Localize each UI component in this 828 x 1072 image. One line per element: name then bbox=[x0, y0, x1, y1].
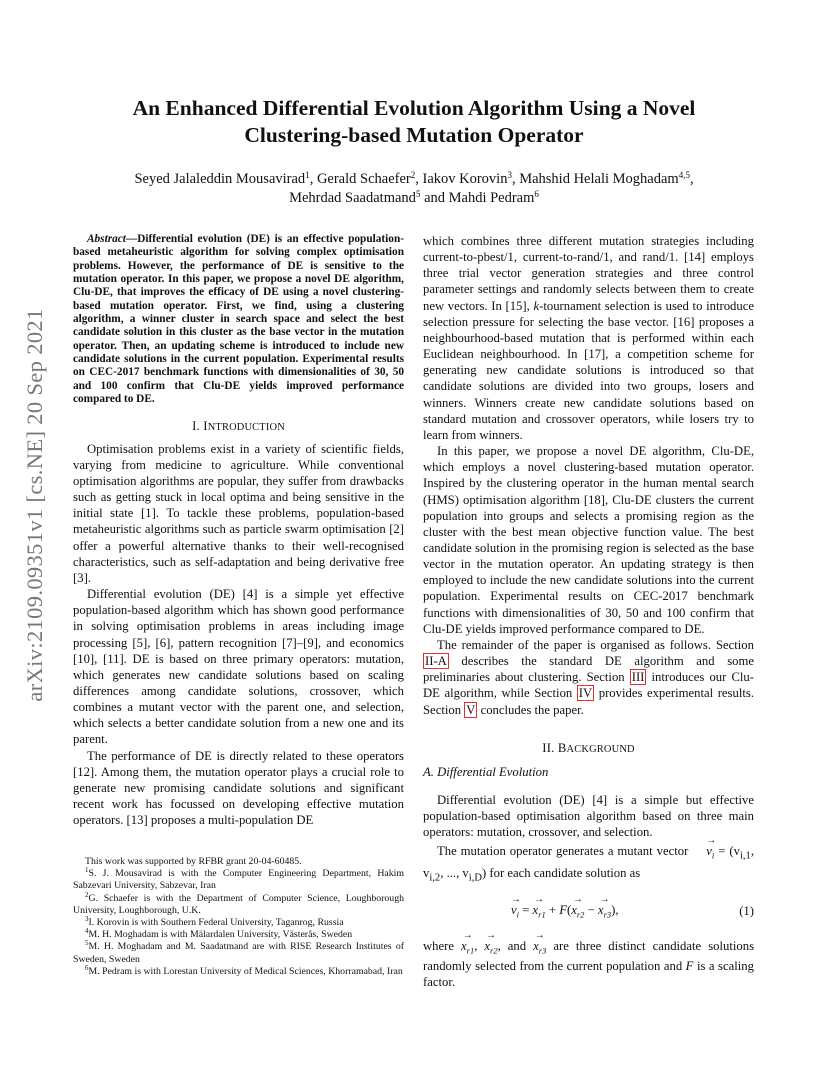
math-operator: , bbox=[474, 938, 478, 953]
math-subscript: i,1 bbox=[739, 851, 751, 862]
math-variable: x bbox=[461, 938, 467, 953]
math-operator: − bbox=[584, 902, 598, 917]
author-affiliation-mark: 2 bbox=[410, 170, 416, 180]
intro-paragraph-6 bbox=[423, 637, 754, 718]
math-variable: x bbox=[597, 902, 604, 917]
math-operator: + bbox=[545, 902, 560, 917]
footnote-mark: 6 bbox=[85, 963, 89, 972]
math-operator: = bbox=[718, 844, 726, 859]
author-name: Iakov Korovin bbox=[422, 171, 508, 187]
abstract-dash: — bbox=[125, 233, 138, 245]
text-run: are three distinct candidate solutions randomly selected from the current population and bbox=[423, 938, 755, 974]
math-operator: , bbox=[497, 938, 501, 953]
math-text: , v bbox=[423, 844, 755, 881]
math-variable: F bbox=[559, 902, 567, 917]
left-column bbox=[73, 233, 404, 828]
math-operator: ), bbox=[611, 902, 619, 917]
vector-v-i bbox=[511, 899, 519, 923]
author-conjunction: and bbox=[424, 190, 445, 206]
background-paragraph-1: Differential evolution (DE) [4] is a simple but effective population-based optimisation algorithm based on three main operators: mutation, crossover, and selection. bbox=[423, 793, 754, 840]
text-run: The remainder of the paper is organised as follows. Section bbox=[437, 637, 754, 652]
subsection-heading-differential-evolution: A. Differential Evolution bbox=[423, 764, 549, 779]
math-operator: ( bbox=[566, 902, 572, 917]
footnote-mark: 2 bbox=[85, 890, 89, 899]
footnote-mark: 3 bbox=[85, 915, 89, 924]
text-run: for each candidate solution as bbox=[489, 866, 641, 881]
footnote-1 bbox=[73, 868, 404, 892]
math-variable: k bbox=[533, 298, 540, 313]
footnote-text: S. J. Mousavirad is with the Computer Engineering Department, Hakim Sabzevari University, Sabzevar, Iran bbox=[73, 868, 404, 892]
background-paragraph-3 bbox=[423, 935, 754, 991]
math-operator: = bbox=[522, 902, 530, 917]
vector-x-r1 bbox=[461, 935, 474, 959]
arxiv-stamp-text: arXiv:2109.09351v1 [cs.NE] 20 Sep 2021 bbox=[22, 308, 47, 702]
author-list bbox=[60, 170, 768, 208]
abstract bbox=[73, 233, 404, 406]
math-subscript: i bbox=[711, 851, 715, 861]
author-affiliation-mark: 4,5 bbox=[678, 170, 690, 180]
math-subscript: r1 bbox=[466, 945, 475, 956]
author-name: Mahdi Pedram bbox=[448, 190, 535, 206]
text-run: concludes the paper. bbox=[477, 702, 584, 717]
math-text: , ..., v bbox=[440, 866, 469, 881]
text-run: is a scaling factor. bbox=[423, 959, 754, 990]
section-title-rest: ACKGROUND bbox=[566, 743, 635, 755]
vector-x-r1 bbox=[533, 899, 546, 923]
math-subscript: r3 bbox=[538, 945, 547, 956]
footnote-mark: 1 bbox=[85, 866, 89, 875]
footnote-3 bbox=[73, 917, 404, 929]
intro-paragraph-5: In this paper, we propose a novel DE algorithm, Clu-DE, which employs a novel clustering-based mutation operator. Inspired by the clustering operator in the human mental search (HMS) optimisation algorithm [18], Clu-DE clusters the current population into groups and selects a promising region as the cluster with the best mean objective function value. The best candidate solution in the promising region is selected as the base vector in the mutation operator. An updating strategy is then employed to include the new candidate solutions into the current population. Experimental results on CEC-2017 benchmark functions with dimensionalities of 30, 50 and 100 confirm that Clu-DE yields improved performance compared to DE. bbox=[423, 444, 754, 636]
author-affiliation-mark: 1 bbox=[305, 170, 310, 180]
text-run: introduces our Clu-DE algorithm, while Section bbox=[423, 670, 754, 701]
author-name: Seyed Jalaleddin Mousavirad bbox=[134, 171, 306, 187]
math-variable: v bbox=[511, 902, 517, 917]
math-subscript: i,D bbox=[468, 872, 482, 884]
math-variable: x bbox=[533, 938, 539, 953]
arxiv-stamp bbox=[20, 290, 50, 720]
footnote-5 bbox=[73, 941, 404, 965]
section-title-initial: B bbox=[557, 740, 567, 755]
math-variable: x bbox=[532, 902, 539, 917]
text-run: -tournament selection is used to introduce selection pressure for selecting the base vector. [16] proposes a neighbourhood-based mutation that is performed within each Euclidean neighbourhood. In [17], a competition scheme for generating new candidate solutions is introduced so that candidate solutions are divided into two groups, losers and winners. Winners create new candidate solutions based on standard mutation and crossover operators, while losers try to learn from winners. bbox=[423, 298, 754, 442]
text-run: which combines three different mutation strategies including current-to-pbest/1, current-to-rand/1, and rand/1. [14] employs three trial vector generation strategies and three control parameter settings and randomly selects between them to create new vectors. In [15], bbox=[423, 234, 754, 313]
equation-1 bbox=[423, 899, 754, 923]
section-link-II-A[interactable]: II-A bbox=[425, 654, 447, 669]
footnotes bbox=[73, 856, 404, 978]
math-variable: F bbox=[685, 959, 694, 974]
section-number: II. bbox=[542, 740, 555, 755]
text-run: describes the standard DE algorithm and some preliminaries about clustering. Section bbox=[423, 654, 754, 685]
author-separator: , bbox=[689, 171, 694, 187]
math-variable: v bbox=[706, 844, 712, 859]
math-subscript: i,2 bbox=[429, 872, 441, 884]
vector-x-r2 bbox=[484, 935, 497, 959]
footnote-2 bbox=[73, 890, 404, 917]
author-affiliation-mark: 6 bbox=[534, 189, 539, 199]
math-text: (v bbox=[729, 844, 740, 859]
footnote-text: M. H. Moghadam and M. Saadatmand are with RISE Research Institutes of Sweden, Sweden bbox=[73, 941, 404, 965]
abstract-text: Differential evolution (DE) is an effective population-based metaheuristic algorithm for solving complex optimisation problems. However, the performance of DE is sensitive to the mutation operator. In this paper, we propose a novel DE algorithm, Clu-DE, that improves the efficacy of DE using a novel clustering-based mutation operator. First, we find, using a clustering algorithm, a winner cluster in search space and select the best candidate solution in this cluster as the base vector in the mutation operator. Then, an updating scheme is introduced to include new candidate solutions in the current population. Experimental results on CEC-2017 benchmark functions with dimensionalities of 30, 50 and 100 confirm that Clu-DE yields improved performance compared to DE. bbox=[73, 233, 404, 406]
footnote-text: M. Pedram is with Lorestan University of Medical Sciences, Khorramabad, Iran bbox=[88, 965, 403, 977]
footnote-4 bbox=[73, 929, 404, 941]
footnote-mark: 4 bbox=[85, 927, 89, 936]
author-affiliation-mark: 5 bbox=[415, 189, 421, 199]
paper-title-line-2: Clustering-based Mutation Operator bbox=[244, 123, 584, 147]
equation-number: (1) bbox=[739, 903, 754, 918]
footnote-text: M. H. Moghadam is with Mälardalen University, Västerås, Sweden bbox=[88, 929, 353, 941]
math-subscript: r1 bbox=[538, 909, 546, 920]
math-subscript: r3 bbox=[603, 909, 612, 920]
intro-paragraph-2: Differential evolution (DE) [4] is a simple yet effective population-based algorithm which has shown good performance in solving optimisation problems in areas including image processing [5], [6], pattern recognition [7]–[9], and economics [10], [11]. DE is based on three primary operators: mutation, which generates new candidate solutions based on scaling differences among candidate solutions, crossover, which combines a mutant vector with the parent one, and selection, which selects a better candidate solution from a new one and its parent. bbox=[73, 587, 404, 747]
footnote-mark: 5 bbox=[85, 939, 89, 948]
paper-title bbox=[60, 95, 768, 149]
math-subscript: r2 bbox=[576, 909, 585, 920]
vector-x-r3 bbox=[598, 899, 611, 923]
footnote-text: I. Korovin is with Southern Federal University, Taganrog, Russia bbox=[88, 917, 344, 929]
section-link-III[interactable]: III bbox=[631, 670, 645, 685]
footnote-text: G. Schaefer is with the Department of Computer Science, Loughborough University, Loughborough, U.K. bbox=[73, 892, 404, 916]
author-name: Mahshid Helali Moghadam bbox=[519, 171, 679, 187]
section-heading-introduction bbox=[73, 418, 404, 436]
author-affiliation-mark: 3 bbox=[507, 170, 512, 180]
intro-paragraph-3: The performance of DE is directly related to these operators [12]. Among them, the mutation operator plays a crucial role to generate new promising candidate solutions and significant recent work has focussed on developing effective mutation operators. [13] proposes a multi-population DE bbox=[73, 748, 404, 828]
math-variable: x bbox=[484, 938, 491, 953]
section-link-V[interactable]: V bbox=[466, 702, 476, 717]
footnote-funding: This work was supported by RFBR grant 20-04-60485. bbox=[85, 856, 302, 867]
math-variable: x bbox=[571, 902, 577, 917]
right-column bbox=[423, 233, 754, 991]
text-run: provides experimental results. Section bbox=[423, 686, 754, 717]
abstract-label: Abstract bbox=[87, 233, 126, 245]
math-text: ) bbox=[482, 866, 487, 881]
author-separator: , bbox=[511, 171, 516, 187]
intro-paragraph-4 bbox=[423, 233, 754, 443]
section-heading-background bbox=[423, 740, 754, 758]
footnote-6 bbox=[73, 963, 404, 978]
author-separator: , bbox=[309, 171, 314, 187]
text-run: and bbox=[507, 938, 527, 953]
intro-paragraph-1: Optimisation problems exist in a variety of scientific fields, varying from medicine to agriculture. While conventional optimisation algorithms are popular, they suffer from drawbacks such as getting stuck in local optima and being sensitive in the initial state [1]. To tackle these problems, population-based metaheuristic algorithms such as particle swarm optimisation [2] offer a powerful alternative thanks to their well-recognised characteristics, such as self-adaptation and being derivative free [3]. bbox=[73, 441, 404, 585]
vector-x-r3 bbox=[533, 935, 546, 959]
section-link-IV[interactable]: IV bbox=[578, 686, 593, 701]
math-subscript: i bbox=[516, 909, 520, 920]
text-run: The mutation operator generates a mutant vector bbox=[437, 844, 693, 859]
text-run: where bbox=[423, 938, 462, 953]
section-title-initial: I bbox=[203, 419, 208, 434]
vector-x-r2 bbox=[571, 899, 584, 923]
equation-body bbox=[511, 899, 619, 923]
paper-title-line-1: An Enhanced Differential Evolution Algorithm Using a Novel bbox=[132, 96, 696, 120]
vector-v-i bbox=[692, 840, 714, 864]
background-paragraph-2 bbox=[423, 840, 754, 886]
section-number: I. bbox=[192, 419, 200, 434]
author-separator: , bbox=[415, 171, 419, 187]
author-name: Gerald Schaefer bbox=[316, 171, 411, 187]
section-title-rest: NTRODUCTION bbox=[207, 422, 285, 434]
author-name: Mehrdad Saadatmand bbox=[289, 190, 416, 206]
math-subscript: r2 bbox=[490, 945, 498, 956]
